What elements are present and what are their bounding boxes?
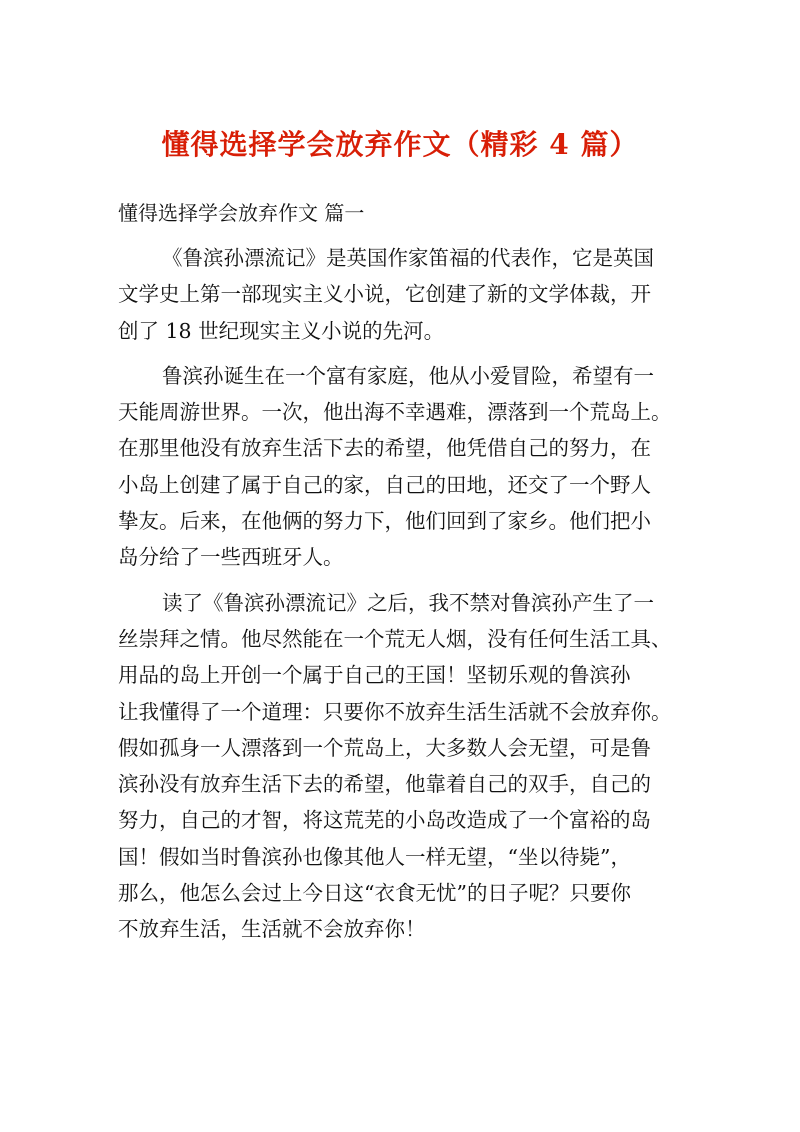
text-line: 文学史上第一部现实主义小说，它创建了新的文学体裁，开 xyxy=(118,282,651,307)
paragraph-1 xyxy=(118,240,683,349)
text-line: 挚友。后来，在他俩的努力下，他们回到了家乡。他们把小 xyxy=(118,509,651,534)
paragraph-3 xyxy=(118,585,683,948)
text-line: 努力，自己的才智，将这荒芜的小岛改造成了一个富裕的岛 xyxy=(118,808,651,833)
text-line: 岛分给了一些西班牙人。 xyxy=(118,545,344,570)
text-line: 国！假如当时鲁滨孙也像其他人一样无望，“坐以待毙”， xyxy=(118,844,631,869)
text-line: 让我懂得了一个道理：只要你不放弃生活生活就不会放弃你。 xyxy=(118,699,672,724)
article-body xyxy=(118,240,683,957)
text-line: 创了 18 世纪现实主义小说的先河。 xyxy=(118,318,445,343)
text-line: 天能周游世界。一次，他出海不幸遇难，漂落到一个荒岛上。 xyxy=(118,400,672,425)
text-line: 《鲁滨孙漂流记》是英国作家笛福的代表作，它是英国 xyxy=(162,246,654,270)
document-title: 懂得选择学会放弃作文（精彩 4 篇） xyxy=(161,128,639,161)
section-heading: 懂得选择学会放弃作文 篇一 xyxy=(118,201,365,225)
text-line: 读了《鲁滨孙漂流记》之后，我不禁对鲁滨孙产生了一 xyxy=(162,590,654,615)
paragraph-2 xyxy=(118,358,683,576)
text-line: 丝崇拜之情。他尽然能在一个荒无人烟，没有任何生活工具、 xyxy=(118,626,672,651)
text-line: 滨孙没有放弃生活下去的希望，他靠着自己的双手，自己的 xyxy=(118,772,651,797)
text-line: 鲁滨孙诞生在一个富有家庭，他从小爱冒险，希望有一 xyxy=(162,363,654,388)
text-line: 那么，他怎么会过上今日这“衣食无忧”的日子呢？只要你 xyxy=(118,881,631,906)
text-line: 在那里他没有放弃生活下去的希望，他凭借自己的努力，在 xyxy=(118,436,651,461)
text-line: 假如孤身一人漂落到一个荒岛上，大多数人会无望，可是鲁 xyxy=(118,735,651,760)
text-line: 小岛上创建了属于自己的家，自己的田地，还交了一个野人 xyxy=(118,472,651,497)
text-line: 用品的岛上开创一个属于自己的王国！坚韧乐观的鲁滨孙 xyxy=(118,663,631,688)
text-line: 不放弃生活，生活就不会放弃你！ xyxy=(118,917,426,942)
